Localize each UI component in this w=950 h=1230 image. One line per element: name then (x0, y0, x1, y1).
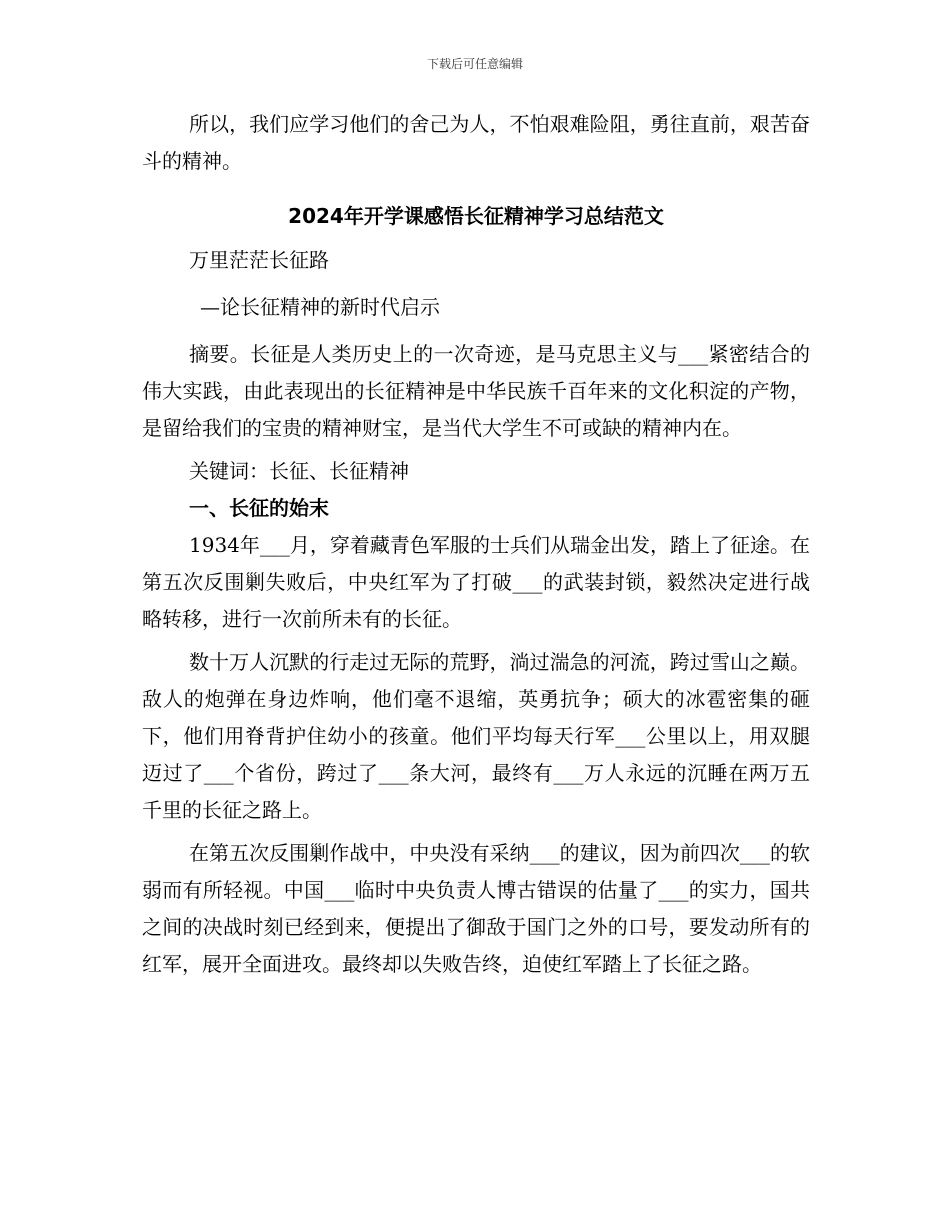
abstract-paragraph: 摘要。长征是人类历史上的一次奇迹，是马克思主义与___紧密结合的伟大实践，由此表现出的长征精神是中华民族千百年来的文化积淀的产物，是留给我们的宝贵的精神财宝，是当代大学生不可或缺的精神内在。 (142, 342, 810, 440)
section-heading: 一、长征的始末 (189, 496, 329, 520)
document-title: 2024年开学课感悟长征精神学习总结范文 (288, 204, 664, 228)
keywords-line: 关键词：长征、长征精神 (189, 459, 409, 483)
main-body (142, 242, 810, 983)
body-paragraph-3: 在第五次反围剿作战中，中央没有采纳___的建议，因为前四次___的软弱而有所轻视。中国___临时中央负责人博古错误的估量了___的实力，国共之间的决战时刻已经到来，便提出了御敌于国门之外的口号，要发动所有的红军，展开全面进攻。最终却以失败告终，迫使红军踏上了长征之路。 (142, 841, 810, 976)
intro-paragraph: 所以，我们应学习他们的舍己为人，不怕艰难险阻，勇往直前，艰苦奋斗的精神。 (142, 112, 810, 173)
page-header-note: 下载后可任意编辑 (426, 57, 523, 71)
intro-block (142, 106, 810, 180)
body-paragraph-1: 1934年___月，穿着藏青色军服的士兵们从瑞金出发，踏上了征途。在第五次反围剿失败后，中央红军为了打破___的武装封锁，毅然决定进行战略转移，进行一次前所未有的长征。 (142, 533, 810, 631)
body-paragraph-2: 数十万人沉默的行走过无际的荒野，淌过湍急的河流，跨过雪山之巅。敌人的炮弹在身边炸响，他们毫不退缩，英勇抗争；硕大的冰雹密集的砸下，他们用脊背护住幼小的孩童。他们平均每天行军___公里以上，用双腿迈过了___个省份，跨过了___条大河，最终有___万人永远的沉睡在两万五千里的长征之路上。 (142, 650, 810, 822)
subsubtitle: —论长征精神的新时代启示 (200, 295, 440, 319)
subtitle: 万里茫茫长征路 (189, 248, 329, 272)
